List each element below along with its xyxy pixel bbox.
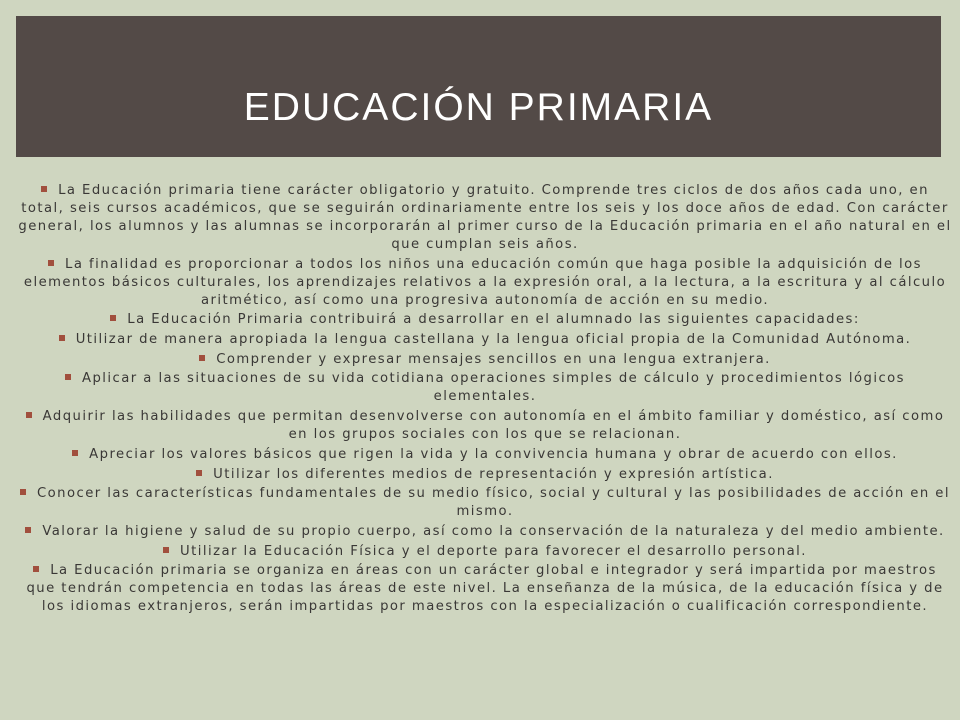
square-bullet-icon bbox=[25, 527, 31, 533]
bullet-text: La Educación primaria tiene carácter obligatorio y gratuito. Comprende tres ciclos de dos años cada uno, en total, seis cursos académicos, que se seguirán ordinariamente entre los seis y los doce años de edad. Con carácter general, los alumnos y las alumnas se incorporarán al primer curso de la Educación primaria en el año natural en el que cumplan seis años. bbox=[18, 183, 952, 252]
bullet-item bbox=[18, 370, 952, 406]
slide-content bbox=[18, 182, 952, 618]
bullet-item bbox=[18, 331, 952, 349]
square-bullet-icon bbox=[199, 355, 205, 361]
bullet-item bbox=[18, 408, 952, 444]
square-bullet-icon bbox=[20, 489, 26, 495]
square-bullet-icon bbox=[59, 335, 65, 341]
slide-title: EDUCACIÓN PRIMARIA bbox=[243, 86, 714, 129]
bullet-item bbox=[18, 523, 952, 541]
square-bullet-icon bbox=[48, 260, 54, 266]
square-bullet-icon bbox=[26, 412, 32, 418]
square-bullet-icon bbox=[196, 470, 202, 476]
bullet-text: Adquirir las habilidades que permitan desenvolverse con autonomía en el ámbito familiar y doméstico, así como en los grupos sociales con los que se relacionan. bbox=[42, 409, 945, 443]
square-bullet-icon bbox=[110, 315, 116, 321]
bullet-list bbox=[18, 182, 952, 616]
bullet-item bbox=[18, 311, 952, 329]
bullet-item bbox=[18, 446, 952, 464]
square-bullet-icon bbox=[33, 566, 39, 572]
bullet-text: Valorar la higiene y salud de su propio cuerpo, así como la conservación de la naturaleza y del medio ambiente. bbox=[42, 523, 945, 539]
bullet-text: Apreciar los valores básicos que rigen la vida y la convivencia humana y obrar de acuerdo con ellos. bbox=[89, 446, 898, 462]
bullet-text: Utilizar los diferentes medios de representación y expresión artística. bbox=[213, 466, 774, 482]
bullet-item bbox=[18, 256, 952, 310]
square-bullet-icon bbox=[65, 374, 71, 380]
bullet-item bbox=[18, 182, 952, 254]
bullet-text: La Educación primaria se organiza en áreas con un carácter global e integrador y será impartida por maestros que tendrán competencia en todas las áreas de este nivel. La enseñanza de la música, de la educación física y de los idiomas extranjeros, serán impartidas por maestros con la especialización o cualificación correspondiente. bbox=[26, 563, 944, 615]
square-bullet-icon bbox=[72, 450, 78, 456]
bullet-text: Aplicar a las situaciones de su vida cotidiana operaciones simples de cálculo y procedimientos lógicos elementales. bbox=[82, 371, 905, 405]
bullet-text: La finalidad es proporcionar a todos los niños una educación común que haga posible la adquisición de los elementos básicos culturales, los aprendizajes relativos a la expresión oral, a la lectura, a la escritura y al cálculo aritmético, así como una progresiva autonomía de acción en su medio. bbox=[23, 256, 947, 308]
bullet-text: Comprender y expresar mensajes sencillos en una lengua extranjera. bbox=[216, 351, 771, 367]
bullet-text: Utilizar la Educación Física y el deporte para favorecer el desarrollo personal. bbox=[180, 543, 807, 559]
bullet-text: La Educación Primaria contribuirá a desarrollar en el alumnado las siguientes capacidades: bbox=[127, 312, 860, 328]
bullet-text: Utilizar de manera apropiada la lengua castellana y la lengua oficial propia de la Comunidad Autónoma. bbox=[75, 332, 912, 348]
bullet-item bbox=[18, 543, 952, 561]
bullet-item bbox=[18, 485, 952, 521]
square-bullet-icon bbox=[41, 186, 47, 192]
square-bullet-icon bbox=[163, 547, 169, 553]
bullet-item bbox=[18, 351, 952, 369]
bullet-item bbox=[18, 466, 952, 484]
bullet-text: Conocer las características fundamentales de su medio físico, social y cultural y las posibilidades de acción en el mismo. bbox=[37, 486, 950, 520]
title-band bbox=[16, 16, 941, 157]
bullet-item bbox=[18, 562, 952, 616]
